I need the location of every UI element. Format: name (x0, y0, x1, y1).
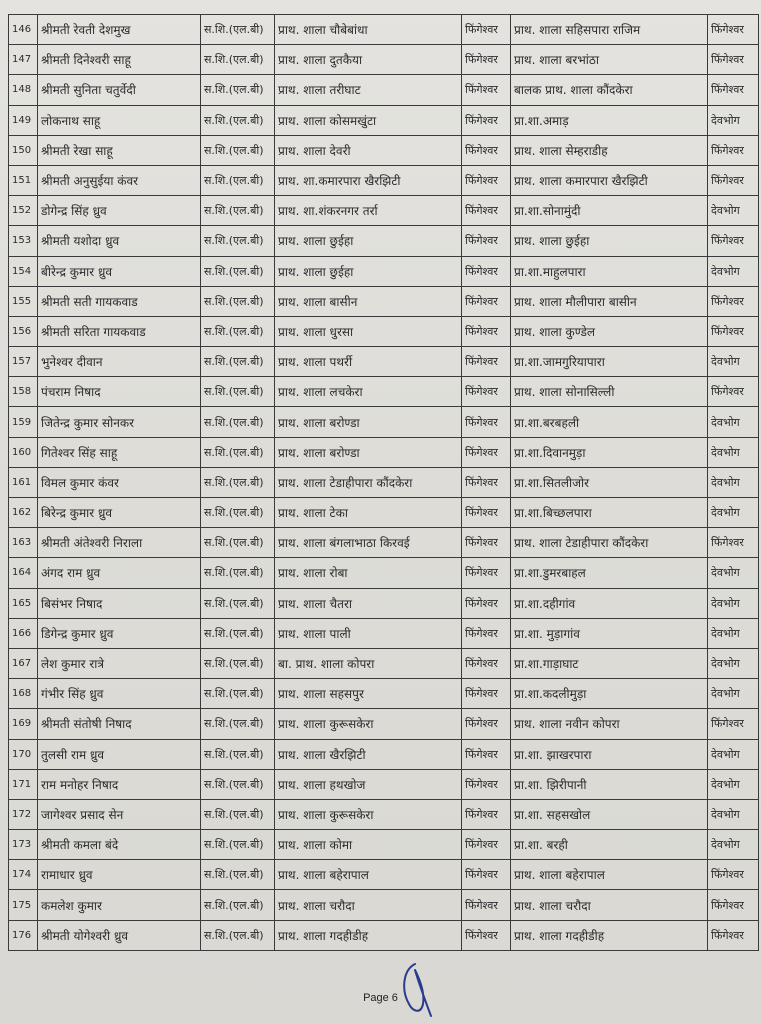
serial-number-cell: 171 (9, 769, 38, 799)
current-school-cell: प्राथ. शाला पथर्री (275, 347, 462, 377)
designation-cell: स.शि.(एल.बी) (201, 165, 275, 195)
table-row (9, 709, 759, 739)
serial-number-cell: 152 (9, 196, 38, 226)
teacher-name-cell: कमलेश कुमार (38, 890, 201, 920)
teacher-name-cell: बिसंभर निषाद (38, 588, 201, 618)
current-school-cell: प्राथ. शाला खैरझिटी (275, 739, 462, 769)
new-block-cell: देवभोग (708, 739, 759, 769)
new-school-cell: प्रा.शा.बरबहली (511, 407, 708, 437)
current-block-cell: फिंगेश्वर (462, 648, 511, 678)
designation-cell: स.शि.(एल.बी) (201, 830, 275, 860)
new-block-cell: देवभोग (708, 467, 759, 497)
current-school-cell: प्राथ. शाला सहसपुर (275, 679, 462, 709)
serial-number-cell: 150 (9, 135, 38, 165)
current-block-cell: फिंगेश्वर (462, 467, 511, 497)
teacher-name-cell: गितेश्वर सिंह साहू (38, 437, 201, 467)
serial-number-cell: 161 (9, 467, 38, 497)
current-block-cell: फिंगेश्वर (462, 830, 511, 860)
current-block-cell: फिंगेश्वर (462, 558, 511, 588)
table-row (9, 648, 759, 678)
table-row (9, 467, 759, 497)
current-school-cell: प्राथ. शाला गदहीडीह (275, 920, 462, 950)
serial-number-cell: 147 (9, 45, 38, 75)
table-row (9, 377, 759, 407)
current-block-cell: फिंगेश्वर (462, 860, 511, 890)
serial-number-cell: 168 (9, 679, 38, 709)
new-block-cell: देवभोग (708, 679, 759, 709)
serial-number-cell: 166 (9, 618, 38, 648)
table-row (9, 739, 759, 769)
new-school-cell: प्रा.शा.बिच्छलपारा (511, 498, 708, 528)
teacher-name-cell: श्रीमती रेवती देशमुख (38, 15, 201, 45)
current-block-cell: फिंगेश्वर (462, 286, 511, 316)
current-block-cell: फिंगेश्वर (462, 15, 511, 45)
table-row (9, 498, 759, 528)
new-block-cell: फिंगेश्वर (708, 890, 759, 920)
new-block-cell: फिंगेश्वर (708, 226, 759, 256)
current-block-cell: फिंगेश्वर (462, 135, 511, 165)
new-block-cell: फिंगेश्वर (708, 165, 759, 195)
designation-cell: स.शि.(एल.बी) (201, 618, 275, 648)
teacher-name-cell: भुनेश्वर दीवान (38, 347, 201, 377)
new-block-cell: देवभोग (708, 588, 759, 618)
current-school-cell: प्राथ. शाला बहेरापाल (275, 860, 462, 890)
serial-number-cell: 163 (9, 528, 38, 558)
current-block-cell: फिंगेश्वर (462, 347, 511, 377)
designation-cell: स.शि.(एल.बी) (201, 347, 275, 377)
serial-number-cell: 151 (9, 165, 38, 195)
teacher-name-cell: तुलसी राम ध्रुव (38, 739, 201, 769)
designation-cell: स.शि.(एल.बी) (201, 890, 275, 920)
designation-cell: स.शि.(एल.बी) (201, 679, 275, 709)
serial-number-cell: 158 (9, 377, 38, 407)
serial-number-cell: 153 (9, 226, 38, 256)
teacher-name-cell: रामाधार ध्रुव (38, 860, 201, 890)
new-block-cell: फिंगेश्वर (708, 860, 759, 890)
new-block-cell: फिंगेश्वर (708, 528, 759, 558)
table-row (9, 347, 759, 377)
teacher-name-cell: डोगेन्द्र सिंह ध्रुव (38, 196, 201, 226)
teacher-name-cell: श्रीमती दिनेश्वरी साहू (38, 45, 201, 75)
table-row (9, 407, 759, 437)
table-row (9, 75, 759, 105)
new-block-cell: देवभोग (708, 196, 759, 226)
current-school-cell: प्राथ. शाला धुरसा (275, 316, 462, 346)
current-block-cell: फिंगेश्वर (462, 618, 511, 648)
current-school-cell: प्राथ. शाला देवरी (275, 135, 462, 165)
current-block-cell: फिंगेश्वर (462, 769, 511, 799)
new-block-cell: फिंगेश्वर (708, 377, 759, 407)
table-row (9, 196, 759, 226)
designation-cell: स.शि.(एल.बी) (201, 256, 275, 286)
table-row (9, 769, 759, 799)
new-school-cell: प्राथ. शाला सहिसपारा राजिम (511, 15, 708, 45)
new-school-cell: प्रा.शा.सितलीजोर (511, 467, 708, 497)
teacher-name-cell: पंचराम निषाद (38, 377, 201, 407)
new-school-cell: प्राथ. शाला कमारपारा खैरझिटी (511, 165, 708, 195)
designation-cell: स.शि.(एल.बी) (201, 15, 275, 45)
current-school-cell: प्राथ. शाला बरोण्डा (275, 407, 462, 437)
current-school-cell: बा. प्राथ. शाला कोपरा (275, 648, 462, 678)
current-school-cell: प्राथ. शाला रोबा (275, 558, 462, 588)
current-school-cell: प्राथ. शाला छुईहा (275, 226, 462, 256)
current-block-cell: फिंगेश्वर (462, 709, 511, 739)
designation-cell: स.शि.(एल.बी) (201, 498, 275, 528)
new-block-cell: देवभोग (708, 437, 759, 467)
teacher-name-cell: श्रीमती यशोदा ध्रुव (38, 226, 201, 256)
current-block-cell: फिंगेश्वर (462, 920, 511, 950)
new-school-cell: प्रा.शा.डुमरबाहल (511, 558, 708, 588)
serial-number-cell: 172 (9, 799, 38, 829)
current-block-cell: फिंगेश्वर (462, 316, 511, 346)
new-block-cell: फिंगेश्वर (708, 920, 759, 950)
serial-number-cell: 176 (9, 920, 38, 950)
serial-number-cell: 157 (9, 347, 38, 377)
new-block-cell: देवभोग (708, 830, 759, 860)
current-school-cell: प्राथ. शा.शंकरनगर तर्रा (275, 196, 462, 226)
table-row (9, 558, 759, 588)
new-school-cell: प्राथ. शाला नवीन कोपरा (511, 709, 708, 739)
teacher-name-cell: गंभीर सिंह ध्रुव (38, 679, 201, 709)
current-school-cell: प्राथ. शा.कमारपारा खैरझिटी (275, 165, 462, 195)
current-school-cell: प्राथ. शाला टेडाहीपारा कौंदकेरा (275, 467, 462, 497)
current-school-cell: प्राथ. शाला बरोण्डा (275, 437, 462, 467)
designation-cell: स.शि.(एल.बी) (201, 920, 275, 950)
current-school-cell: प्राथ. शाला चरौदा (275, 890, 462, 920)
current-block-cell: फिंगेश्वर (462, 799, 511, 829)
current-school-cell: प्राथ. शाला चौबेबांधा (275, 15, 462, 45)
new-school-cell: प्रा.शा. झाखरपारा (511, 739, 708, 769)
current-block-cell: फिंगेश्वर (462, 165, 511, 195)
teacher-name-cell: श्रीमती योगेश्वरी ध्रुव (38, 920, 201, 950)
current-block-cell: फिंगेश्वर (462, 105, 511, 135)
current-school-cell: प्राथ. शाला कोसमखुंटा (275, 105, 462, 135)
table-body (9, 15, 759, 951)
serial-number-cell: 174 (9, 860, 38, 890)
new-block-cell: फिंगेश्वर (708, 75, 759, 105)
designation-cell: स.शि.(एल.बी) (201, 45, 275, 75)
new-block-cell: देवभोग (708, 256, 759, 286)
new-block-cell: देवभोग (708, 105, 759, 135)
new-block-cell: फिंगेश्वर (708, 15, 759, 45)
new-school-cell: प्राथ. शाला गदहीडीह (511, 920, 708, 950)
designation-cell: स.शि.(एल.बी) (201, 799, 275, 829)
new-block-cell: फिंगेश्वर (708, 709, 759, 739)
current-block-cell: फिंगेश्वर (462, 196, 511, 226)
new-school-cell: प्राथ. शाला मौलीपारा बासीन (511, 286, 708, 316)
serial-number-cell: 175 (9, 890, 38, 920)
serial-number-cell: 167 (9, 648, 38, 678)
table-row (9, 15, 759, 45)
serial-number-cell: 155 (9, 286, 38, 316)
current-block-cell: फिंगेश्वर (462, 739, 511, 769)
serial-number-cell: 146 (9, 15, 38, 45)
serial-number-cell: 165 (9, 588, 38, 618)
current-block-cell: फिंगेश्वर (462, 498, 511, 528)
current-block-cell: फिंगेश्वर (462, 226, 511, 256)
new-school-cell: प्राथ. शाला बहेरापाल (511, 860, 708, 890)
teacher-name-cell: बीरेन्द्र कुमार ध्रुव (38, 256, 201, 286)
current-block-cell: फिंगेश्वर (462, 75, 511, 105)
designation-cell: स.शि.(एल.बी) (201, 135, 275, 165)
current-block-cell: फिंगेश्वर (462, 528, 511, 558)
current-school-cell: प्राथ. शाला चैतरा (275, 588, 462, 618)
new-block-cell: फिंगेश्वर (708, 286, 759, 316)
table-row (9, 618, 759, 648)
new-school-cell: प्रा.शा.दिवानमुड़ा (511, 437, 708, 467)
current-school-cell: प्राथ. शाला कोमा (275, 830, 462, 860)
table-row (9, 286, 759, 316)
serial-number-cell: 154 (9, 256, 38, 286)
designation-cell: स.शि.(एल.बी) (201, 407, 275, 437)
teacher-name-cell: श्रीमती सुनिता चतुर्वेदी (38, 75, 201, 105)
teacher-name-cell: श्रीमती संतोषी निषाद (38, 709, 201, 739)
current-school-cell: प्राथ. शाला टेका (275, 498, 462, 528)
new-block-cell: देवभोग (708, 498, 759, 528)
teacher-name-cell: डिगेन्द्र कुमार ध्रुव (38, 618, 201, 648)
current-school-cell: प्राथ. शाला तरीघाट (275, 75, 462, 105)
designation-cell: स.शि.(एल.बी) (201, 467, 275, 497)
serial-number-cell: 160 (9, 437, 38, 467)
designation-cell: स.शि.(एल.बी) (201, 437, 275, 467)
designation-cell: स.शि.(एल.बी) (201, 105, 275, 135)
designation-cell: स.शि.(एल.बी) (201, 860, 275, 890)
table-row (9, 890, 759, 920)
teacher-name-cell: बिरेन्द्र कुमार ध्रुव (38, 498, 201, 528)
new-block-cell: देवभोग (708, 648, 759, 678)
serial-number-cell: 173 (9, 830, 38, 860)
new-school-cell: प्राथ. शाला चरौदा (511, 890, 708, 920)
teacher-name-cell: श्रीमती रेखा साहू (38, 135, 201, 165)
teacher-name-cell: श्रीमती सरिता गायकवाड (38, 316, 201, 346)
designation-cell: स.शि.(एल.बी) (201, 316, 275, 346)
new-school-cell: प्राथ. शाला छुईहा (511, 226, 708, 256)
transfer-table (8, 14, 759, 951)
new-block-cell: देवभोग (708, 347, 759, 377)
current-school-cell: प्राथ. शाला दुतकैया (275, 45, 462, 75)
designation-cell: स.शि.(एल.बी) (201, 648, 275, 678)
serial-number-cell: 148 (9, 75, 38, 105)
current-block-cell: फिंगेश्वर (462, 256, 511, 286)
new-school-cell: प्राथ. शाला टेडाहीपारा कौंदकेरा (511, 528, 708, 558)
current-school-cell: प्राथ. शाला हथखोज (275, 769, 462, 799)
serial-number-cell: 164 (9, 558, 38, 588)
teacher-name-cell: श्रीमती अंतेश्वरी निराला (38, 528, 201, 558)
new-school-cell: प्रा.शा.कदलीमुड़ा (511, 679, 708, 709)
current-block-cell: फिंगेश्वर (462, 588, 511, 618)
new-block-cell: देवभोग (708, 558, 759, 588)
current-block-cell: फिंगेश्वर (462, 407, 511, 437)
table-row (9, 528, 759, 558)
new-school-cell: प्राथ. शाला सेम्हराडीह (511, 135, 708, 165)
teacher-name-cell: जागेश्वर प्रसाद सेन (38, 799, 201, 829)
teacher-name-cell: लेश कुमार रात्रे (38, 648, 201, 678)
table-row (9, 830, 759, 860)
new-block-cell: फिंगेश्वर (708, 316, 759, 346)
teacher-name-cell: अंगद राम ध्रुव (38, 558, 201, 588)
current-school-cell: प्राथ. शाला बंगलाभाठा किरवई (275, 528, 462, 558)
new-school-cell: प्रा.शा.जामगुरियापारा (511, 347, 708, 377)
teacher-name-cell: राम मनोहर निषाद (38, 769, 201, 799)
table-row (9, 920, 759, 950)
designation-cell: स.शि.(एल.बी) (201, 709, 275, 739)
designation-cell: स.शि.(एल.बी) (201, 226, 275, 256)
current-school-cell: प्राथ. शाला कुरूसकेरा (275, 799, 462, 829)
serial-number-cell: 169 (9, 709, 38, 739)
serial-number-cell: 170 (9, 739, 38, 769)
serial-number-cell: 159 (9, 407, 38, 437)
current-school-cell: प्राथ. शाला छुईहा (275, 256, 462, 286)
table-row (9, 165, 759, 195)
new-school-cell: प्रा.शा.अमाड़ (511, 105, 708, 135)
new-school-cell: प्रा.शा.गाड़ाघाट (511, 648, 708, 678)
new-school-cell: प्रा.शा. सहसखोल (511, 799, 708, 829)
new-school-cell: प्रा.शा.दहीगांव (511, 588, 708, 618)
table-row (9, 316, 759, 346)
new-block-cell: देवभोग (708, 769, 759, 799)
table-row (9, 256, 759, 286)
new-block-cell: फिंगेश्वर (708, 45, 759, 75)
table-row (9, 860, 759, 890)
current-school-cell: प्राथ. शाला पाली (275, 618, 462, 648)
current-block-cell: फिंगेश्वर (462, 890, 511, 920)
teacher-name-cell: श्रीमती अनुसुईया कंवर (38, 165, 201, 195)
new-school-cell: प्रा.शा. झिरीपानी (511, 769, 708, 799)
table-row (9, 679, 759, 709)
current-school-cell: प्राथ. शाला बासीन (275, 286, 462, 316)
table-row (9, 437, 759, 467)
teacher-name-cell: जितेन्द्र कुमार सोनकर (38, 407, 201, 437)
current-block-cell: फिंगेश्वर (462, 679, 511, 709)
serial-number-cell: 156 (9, 316, 38, 346)
handwritten-signature (395, 960, 435, 1020)
designation-cell: स.शि.(एल.बी) (201, 75, 275, 105)
new-school-cell: प्रा.शा.सोनामुंदी (511, 196, 708, 226)
new-school-cell: प्राथ. शाला बरभांठा (511, 45, 708, 75)
new-block-cell: देवभोग (708, 407, 759, 437)
current-block-cell: फिंगेश्वर (462, 437, 511, 467)
new-block-cell: देवभोग (708, 618, 759, 648)
current-block-cell: फिंगेश्वर (462, 377, 511, 407)
designation-cell: स.शि.(एल.बी) (201, 588, 275, 618)
current-block-cell: फिंगेश्वर (462, 45, 511, 75)
designation-cell: स.शि.(एल.बी) (201, 769, 275, 799)
new-block-cell: फिंगेश्वर (708, 135, 759, 165)
new-block-cell: देवभोग (708, 799, 759, 829)
teacher-name-cell: श्रीमती सती गायकवाड (38, 286, 201, 316)
table-row (9, 226, 759, 256)
new-school-cell: बालक प्राथ. शाला कौंदकेरा (511, 75, 708, 105)
new-school-cell: प्राथ. शाला कुण्डेल (511, 316, 708, 346)
serial-number-cell: 162 (9, 498, 38, 528)
new-school-cell: प्रा.शा.माहुलपारा (511, 256, 708, 286)
designation-cell: स.शि.(एल.बी) (201, 377, 275, 407)
teacher-name-cell: विमल कुमार कंवर (38, 467, 201, 497)
table-row (9, 135, 759, 165)
teacher-name-cell: श्रीमती कमला बंदे (38, 830, 201, 860)
page-number: Page 6 (363, 992, 398, 1004)
designation-cell: स.शि.(एल.बी) (201, 739, 275, 769)
table-row (9, 588, 759, 618)
serial-number-cell: 149 (9, 105, 38, 135)
current-school-cell: प्राथ. शाला कुरूसकेरा (275, 709, 462, 739)
current-school-cell: प्राथ. शाला लचकेरा (275, 377, 462, 407)
designation-cell: स.शि.(एल.बी) (201, 196, 275, 226)
table-row (9, 105, 759, 135)
table-row (9, 45, 759, 75)
designation-cell: स.शि.(एल.बी) (201, 558, 275, 588)
new-school-cell: प्रा.शा. मुड़ागांव (511, 618, 708, 648)
new-school-cell: प्रा.शा. बरही (511, 830, 708, 860)
teacher-name-cell: लोकनाथ साहू (38, 105, 201, 135)
new-school-cell: प्राथ. शाला सोनासिल्ली (511, 377, 708, 407)
table-row (9, 799, 759, 829)
designation-cell: स.शि.(एल.बी) (201, 286, 275, 316)
designation-cell: स.शि.(एल.बी) (201, 528, 275, 558)
